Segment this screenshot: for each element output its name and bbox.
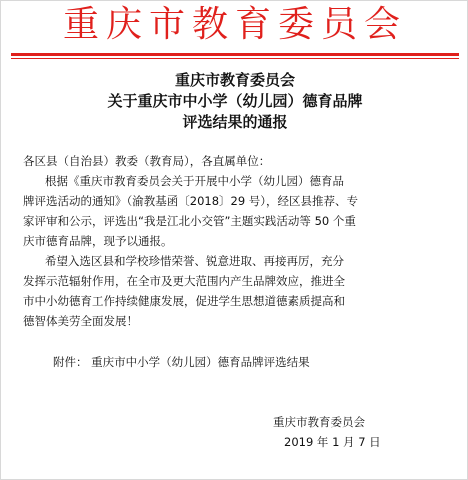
masthead-red-rule-thin [11, 58, 459, 59]
signature-date: 2019 年 1 月 7 日 [284, 435, 381, 449]
signature-organization: 重庆市教育委员会 [273, 415, 365, 429]
paragraph-1-line-2: 牌评选活动的通知》（渝教基函〔2018〕29 号），经区县推荐、专 [23, 194, 359, 208]
paragraph-2-line-1: 希望入选区县和学校珍惜荣誉、锐意进取、再接再厉，充分 [45, 254, 344, 268]
doc-title-line-1: 重庆市教育委员会 [174, 71, 295, 89]
doc-title-line-3: 评选结果的通报 [182, 113, 288, 131]
paragraph-2-line-3: 市中小幼德育工作持续健康发展，促进学生思想道德素质提高和 [23, 294, 345, 308]
paragraph-2-line-4: 德智体美劳全面发展！ [23, 314, 138, 328]
paragraph-2-line-2: 发挥示范辐射作用，在全市及更大范围内产生品牌效应，推进全 [23, 274, 345, 288]
paragraph-1-line-3: 家评审和公示，评选出“我是江北小交管”主题实践活动等 50 个重 [23, 214, 356, 228]
paragraph-1-line-1: 根据《重庆市教育委员会关于开展中小学（幼儿园）德育品 [45, 174, 344, 188]
paragraph-1-line-4: 庆市德育品牌，现予以通报。 [23, 234, 173, 248]
masthead-red-rule-thick [11, 53, 459, 56]
masthead-title: 重庆市教育委员会 [62, 4, 407, 45]
salutation: 各区县（自治县）教委（教育局），各直属单位： [23, 154, 271, 168]
doc-title-line-2: 关于重庆市中小学（幼儿园）德育品牌 [107, 92, 363, 110]
attachment-note: 附件： 重庆市中小学（幼儿园）德育品牌评选结果 [53, 355, 310, 369]
